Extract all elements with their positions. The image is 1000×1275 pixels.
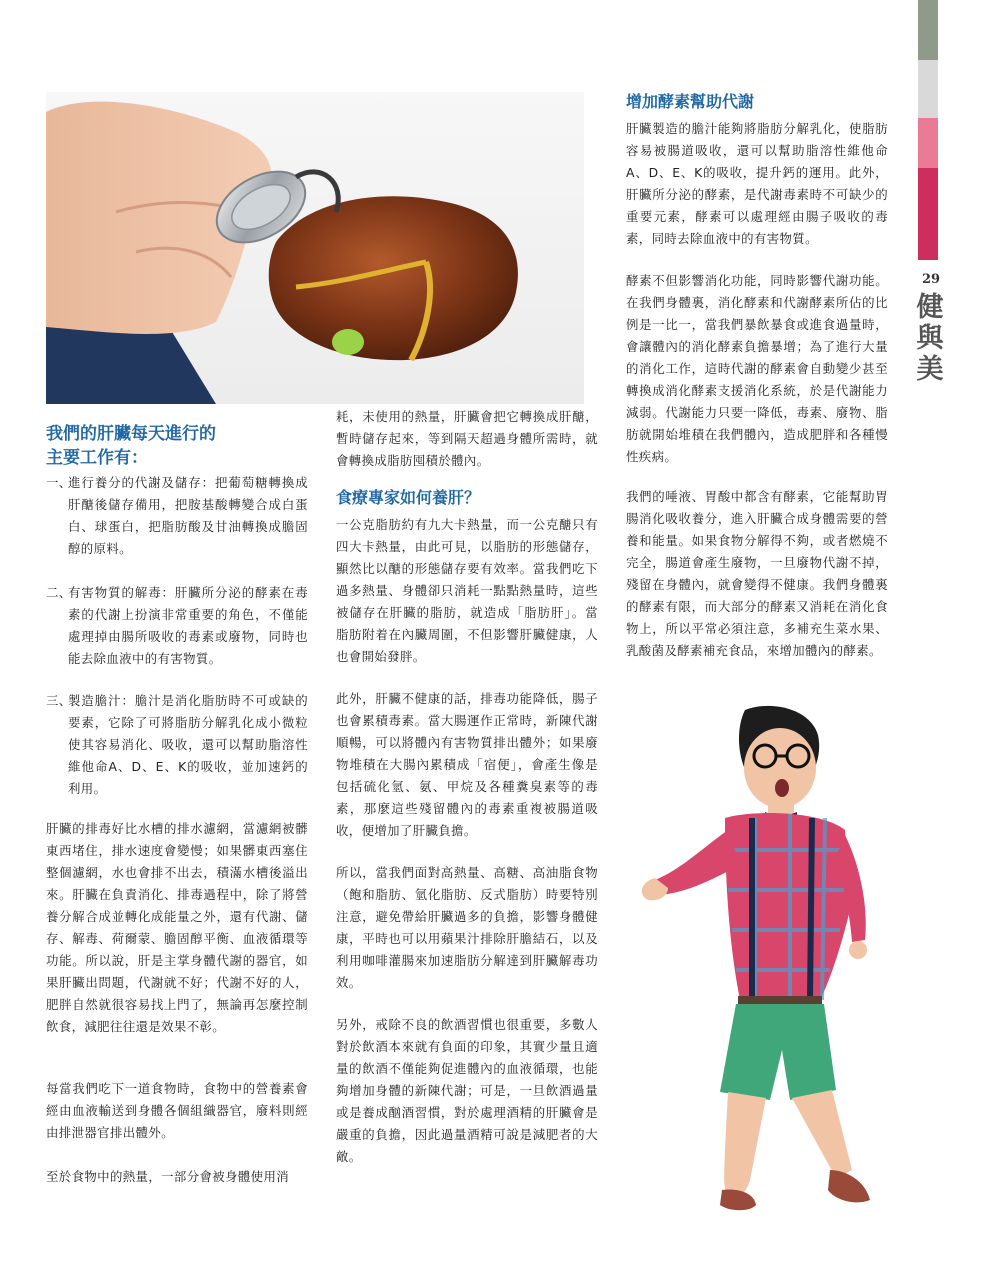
section-title xyxy=(915,292,945,385)
list-text: 製造膽汁：膽汁是消化脂肪時不可或缺的要素，它除了可將脂肪分解乳化成小微粒使其容易消化、吸收，還可以幫助脂溶性維他命A、D、E、K的吸收，並加速鈣的利用。 xyxy=(68,693,308,796)
section-title-char: 美 xyxy=(916,354,944,385)
list-number: 一、 xyxy=(46,475,72,490)
edge-tab-light-gray xyxy=(918,60,938,118)
running-man-photo xyxy=(640,700,900,1245)
col1-paragraph-3: 至於食物中的熱量，一部分會被身體使用消 xyxy=(46,1169,290,1184)
col2-paragraph-0: 耗，未使用的熱量，肝臟會把它轉換成肝醣，暫時儲存起來，等到隔天超過身體所需時，就會轉換成脂肪囤積於體內。 xyxy=(336,409,598,468)
col1-heading-line: 主要工作有： xyxy=(46,448,148,468)
edge-tab-crimson xyxy=(918,168,938,260)
section-title-char: 健 xyxy=(916,292,944,323)
col1-paragraph-2: 每當我們吃下一道食物時，食物中的營養素會經由血液輸送到身體各個組織器官，廢料則經由排泄器官排出體外。 xyxy=(46,1081,308,1140)
col2-heading: 食療專家如何養肝？ xyxy=(336,488,481,507)
col1-heading-line: 我們的肝臟每天進行的 xyxy=(46,424,216,444)
col3-heading: 增加酵素幫助代謝 xyxy=(626,92,755,111)
col3-paragraph-2: 酵素不但影響消化功能，同時影響代謝功能。在我們身體裏，消化酵素和代謝酵素所佔的比例是一比一，當我們暴飲暴食或進食過量時，會讓體內的消化酵素負擔暴增；為了進行大量的消化工作，這時代謝的酵素會自動變少甚至轉換成消化酵素支援消化系統，於是代謝能力減弱。代謝能力只要一降低，毒素、廢物、脂肪就開始堆積在我們體內，造成肥胖和各種慢性疾病。 xyxy=(626,273,888,464)
hero-illustration xyxy=(46,92,584,404)
list-item-1 xyxy=(46,472,308,560)
section-title-char: 與 xyxy=(916,323,944,354)
list-text: 進行養分的代謝及儲存：把葡萄糖轉換成肝醣後儲存備用，把胺基酸轉變合成白蛋白、球蛋白，把脂肪酸及甘油轉換成膽固醇的原料。 xyxy=(68,475,308,556)
col1-heading xyxy=(46,422,216,470)
edge-tab-pink xyxy=(918,118,938,168)
hero-photo-stethoscope-liver xyxy=(46,92,584,404)
list-text: 有害物質的解毒：肝臟所分泌的酵素在毒素的代謝上扮演非常重要的角色，不僅能處理掉由腸所吸收的毒素或廢物，同時也能去除血液中的有害物質。 xyxy=(68,585,308,666)
page-number: 29 xyxy=(921,272,941,287)
col3-paragraph-1: 肝臟製造的膽汁能夠將脂肪分解乳化，使脂肪容易被腸道吸收，還可以幫助脂溶性維他命A、D、E、K的吸收，提升鈣的運用。此外，肝臟所分泌的酵素，是代謝毒素時不可缺少的重要元素，酵素可以處理經由腸子吸收的毒素，同時去除血液中的有害物質。 xyxy=(626,121,888,246)
col2-paragraph-3: 所以，當我們面對高熱量、高糖、高油脂食物（飽和脂肪、氫化脂肪、反式脂肪）時要特別注意，避免帶給肝臟過多的負擔，影響身體健康，平時也可以用蘋果汁排除肝膽結石，以及利用咖啡灌腸來加速脂肪分解達到肝臟解毒功效。 xyxy=(336,865,598,990)
list-number: 二、 xyxy=(46,585,72,600)
col2-paragraph-1: 一公克脂肪約有九大卡熱量，而一公克醣只有四大卡熱量，由此可見，以脂肪的形態儲存，顯然比以醣的形態儲存要有效率。當我們吃下過多熱量、身體卻只消耗一點點熱量時，這些被儲存在肝臟的脂肪，就造成「脂肪肝」。當脂肪附着在內臟周圍，不但影響肝臟健康，人也會開始發胖。 xyxy=(336,517,598,664)
running-man-illustration xyxy=(640,700,900,1245)
list-item-3 xyxy=(46,690,308,800)
col2-paragraph-4: 另外，戒除不良的飲酒習慣也很重要，多數人對於飲酒本來就有負面的印象，其實少量且適量的飲酒不僅能夠促進體內的血液循環，也能夠增加身體的新陳代謝；可是，一旦飲酒過量或是養成酗酒習慣，對於處理酒精的肝臟會是嚴重的負擔，因此過量酒精可說是減肥者的大敵。 xyxy=(336,1017,598,1164)
col2-paragraph-2: 此外，肝臟不健康的話，排毒功能降低，腸子也會累積毒素。當大腸運作正常時，新陳代謝順暢，可以將體內有害物質排出體外；如果廢物堆積在大腸內累積成「宿便」，會產生像是包括硫化氫、氨、甲烷及各種糞臭素等的毒素，那麼這些殘留體內的毒素重複被腸道吸收，便增加了肝臟負擔。 xyxy=(336,691,598,838)
col3-paragraph-3: 我們的唾液、胃酸中都含有酵素，它能幫助胃腸消化吸收養分，進入肝臟合成身體需要的營養和能量。如果食物分解得不夠，或者燃燒不完全，腸道會產生廢物，一旦廢物代謝不掉，殘留在身體內，就會變得不健康。我們身體裏的酵素有限，而大部分的酵素又消耗在消化食物上，所以平常必須注意，多補充生菜水果、乳酸菌及酵素補充食品，來增加體內的酵素。 xyxy=(626,489,888,658)
list-number: 三、 xyxy=(46,693,72,708)
list-item-2 xyxy=(46,582,308,670)
edge-tab-gray-green xyxy=(918,0,938,60)
col1-paragraph-1: 肝臟的排毒好比水槽的排水濾網，當濾網被髒東西堵住，排水速度會變慢；如果髒東西塞住整個濾網，水也會排不出去，積滿水槽後溢出來。肝臟在負責消化、排毒過程中，除了將營養分解合成並轉化成能量之外，還有代謝、儲存、解毒、荷爾蒙、膽固醇平衡、血液循環等功能。所以說，肝是主掌身體代謝的器官，如果肝臟出問題，代謝就不好；代謝不好的人，肥胖自然就很容易找上門了，無論再怎麼控制飲食，減肥往往還是效果不彰。 xyxy=(46,821,308,1034)
